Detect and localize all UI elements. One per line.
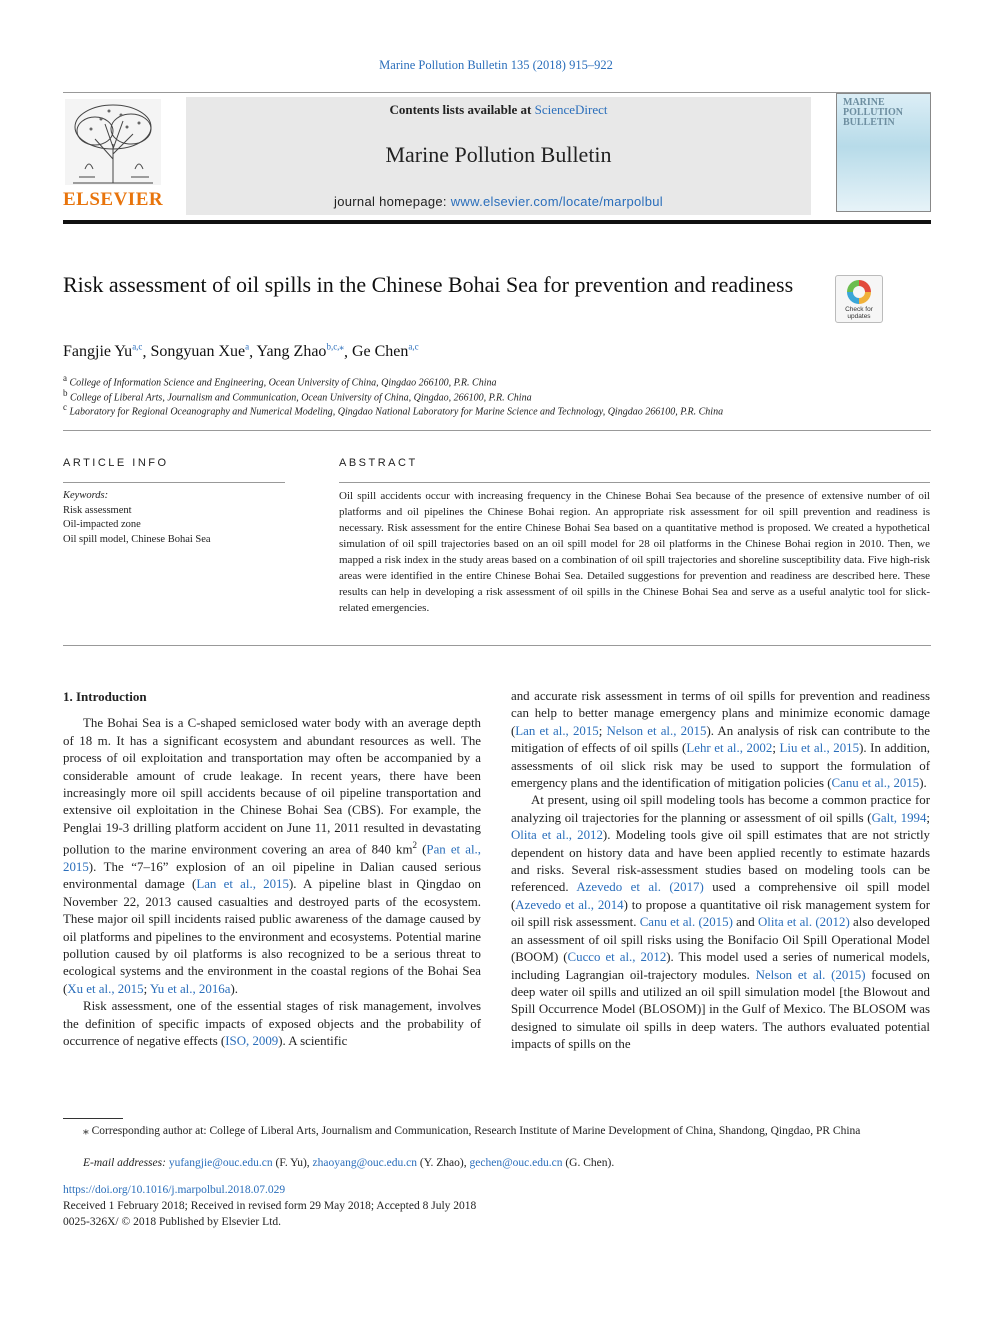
abstract-bottom-rule — [63, 645, 931, 646]
paragraph-text: ). A pipeline blast in Qingdao on November 22, 2013 caused casualties and destroyed parts of the ecosystem. These major oil spill incidents raised public awareness of the damage caused by oil platforms and pipelines to the environment and ecosystems. Potential marine pollution caused by oil platforms is also recognized to be a serious threat to ecological systems and the environment in the coastal regions of the Bohai Sea ( — [63, 877, 482, 996]
affiliation-b: $^b$ College of Liberal Arts, Journalism and Communication, Ocean University of China, Qingdao, 266100, P.R. China — [63, 388, 532, 404]
abstract-rule — [339, 482, 930, 483]
footnote-rule — [63, 1118, 123, 1119]
article-title: Risk assessment of oil spills in the Chinese Bohai Sea for prevention and readiness — [63, 272, 794, 297]
paragraph-text: used a comprehensive oil spill model ( — [511, 880, 930, 912]
paragraph-text: ). — [919, 776, 927, 791]
doi-link[interactable]: https://doi.org/10.1016/j.marpolbul.2018.07.029 — [63, 1184, 286, 1196]
contents-line — [186, 102, 811, 118]
received-dates: Received 1 February 2018; Received in revised form 29 May 2018; Accepted 8 July 2018 — [63, 1200, 477, 1212]
body-paragraph — [511, 792, 930, 1053]
body-paragraph — [511, 688, 930, 792]
elsevier-logo[interactable] — [63, 97, 163, 215]
abstract-text: Oil spill accidents occur with increasing frequency in the Chinese Bohai Sea because of the presence of extensive number of oil platforms and oil pipelines the Chinese Bohai region. An appropriate risk assessment for oil spill prevention and readiness is necessary. Risk assessment for the entire Chinese Bohai Sea based on a quantitative method is proposed. We created a hypothetical simulation of oil spill trajectories based on an oil spill model for 28 oil platforms in the Chinese Bohai region in 2010. Then, we mapped a risk index in the study areas based on a combination of oil spill trajectories and shoreline susceptibility data. Five high-risk areas were identified in the entire Chinese Bohai Sea. Detailed suggestions for prevention and readiness are described here. These results can help in developing a risk assessment of oil spills in the Chinese Bohai Sea and serve as a useful analytic tool for slick-related emergencies. — [339, 490, 930, 614]
paragraph-text: and accurate risk assessment in terms of oil spills for prevention and readiness can help to better manage emergency plans and minimize economic damage ( — [511, 689, 930, 738]
paragraph-text: ; — [926, 810, 931, 825]
paragraph-text: and — [732, 915, 758, 930]
badge-inner — [853, 286, 865, 298]
author[interactable]: Yang Zhao$^{b,c,⁎}$ — [256, 342, 344, 361]
keyword: Oil spill model, Chinese Bohai Sea — [63, 533, 211, 545]
left-column — [63, 688, 481, 1050]
front-matter-rule — [63, 430, 931, 431]
paragraph-text: focused on deep water oil spills and utilized an oil spill simulation model [the Blowout and Spill Occurrence Model (BLOSOM)] in the Gulf of Mexico. The BLOSOM was designed to simulate oil spills in deep waters. The authors evaluated potential impacts of spills on the — [511, 967, 930, 1052]
keywords-block — [63, 488, 285, 547]
citation-link[interactable]: Lan et al., 2015 — [515, 723, 599, 738]
email-link[interactable]: yufangjie@ouc.edu.cn — [168, 1157, 273, 1169]
affiliation-a: $^a$ College of Information Science and Engineering, Ocean University of China, Qingdao 266100, P.R. China — [63, 373, 497, 389]
superscript: 2 — [412, 840, 418, 851]
journal-citation[interactable]: Marine Pollution Bulletin 135 (2018) 915–922 — [379, 58, 613, 72]
citation-link[interactable]: Olita et al. (2012) — [758, 915, 850, 930]
check-for-updates-badge[interactable] — [835, 275, 883, 323]
citation-link[interactable]: Galt, 1994 — [871, 810, 927, 825]
homepage-link[interactable]: www.elsevier.com/locate/marpolbul — [450, 194, 663, 209]
affiliation-c: $^c$ Laboratory for Regional Oceanography and Numerical Modeling, Qingdao National Laboratory for Marine Science and Technology, Qingdao 266100, P.R. China — [63, 402, 724, 418]
paragraph-text: ). A scientific — [278, 1034, 348, 1049]
abstract-heading: ABSTRACT — [339, 457, 418, 469]
paragraph-text: ). The “7–16” explosion of an oil pipeline in Dalian caused serious environmental damage ( — [63, 859, 481, 892]
body-paragraph — [63, 998, 481, 1050]
keywords-label: Keywords: — [63, 490, 109, 501]
citation-link[interactable]: Yu et al., 2016a — [149, 981, 231, 996]
citation-link[interactable]: Nelson et al., 2015 — [606, 723, 707, 738]
paragraph-text: ) to propose a quantitative oil risk management system for oil spill risk assessment. — [511, 897, 930, 930]
citation-link[interactable]: Lan et al., 2015 — [196, 877, 289, 892]
article-info-rule — [63, 482, 285, 483]
elsevier-tree-icon — [65, 99, 161, 185]
copyright-line: 0025-326X/ © 2018 Published by Elsevier Ltd. — [63, 1216, 281, 1228]
paragraph-text: ). An analysis of risk can contribute to the mitigation of effects of oil spills ( — [511, 723, 931, 756]
journal-name[interactable]: Marine Pollution Bulletin — [385, 142, 612, 167]
email-addresses: E-mail addresses: yufangjie@ouc.edu.cn (F. Yu), zhaoyang@ouc.edu.cn (Y. Zhao), gechen@ouc.edu.cn (G. Chen). — [83, 1157, 615, 1169]
citation-link[interactable]: Xu et al., 2015 — [67, 981, 144, 996]
email-link[interactable]: gechen@ouc.edu.cn — [469, 1157, 563, 1169]
cover-title: MARINE POLLUTION BULLETIN — [843, 97, 904, 128]
citation-link[interactable]: Pan et al., 2015 — [63, 842, 481, 874]
citation-link[interactable]: Nelson et al. (2015) — [755, 967, 866, 982]
contents-prefix: Contents lists available at — [389, 102, 535, 117]
paragraph-text: ). — [230, 981, 238, 996]
header-top-rule — [63, 92, 931, 93]
citation-link[interactable]: Olita et al., 2012 — [511, 828, 603, 843]
paragraph-text: ( — [417, 842, 427, 857]
doi-line — [63, 1182, 931, 1198]
citation-link[interactable]: Azevedo et al., 2014 — [515, 897, 624, 912]
elsevier-wordmark: ELSEVIER — [63, 189, 164, 210]
author[interactable]: Songyuan Xue$^a$ — [150, 342, 250, 361]
author[interactable]: Ge Chen$^{a,c}$ — [351, 342, 419, 361]
paragraph-text: ; — [772, 741, 780, 756]
badge-text: Check for updates — [845, 306, 873, 320]
citation-link[interactable]: Liu et al., 2015 — [779, 741, 860, 756]
paragraph-text: also developed an assessment of oil spill risks using the Bonifacio Oil Spill Operational Model (BOOM) ( — [511, 915, 930, 965]
paragraph-text: ). In addition, assessments of oil slick risk may be used to support the formulation of emergency plans and the identification of mitigation policies ( — [511, 741, 930, 791]
paragraph-text: ). This model used a series of numerical models, including Lagrangian oil-trajectory modules. — [511, 950, 930, 982]
article-info-heading: ARTICLE INFO — [63, 457, 169, 469]
journal-cover-thumbnail[interactable] — [836, 93, 931, 212]
paragraph-text: ; — [143, 981, 150, 996]
right-column — [511, 688, 930, 1054]
citation-link[interactable]: Canu et al. (2015) — [639, 915, 733, 930]
paragraph-text: ; — [598, 723, 607, 738]
homepage-line — [186, 194, 811, 209]
journal-header-band — [186, 97, 811, 215]
email-link[interactable]: zhaoyang@ouc.edu.cn — [312, 1157, 417, 1169]
sciencedirect-link[interactable]: ScienceDirect — [534, 102, 608, 117]
section-heading-introduction: 1. Introduction — [63, 689, 147, 704]
author-list: Fangjie Yu$^{a,c}$, Songyuan Xue$^a$, Yang Zhao$^{b,c,⁎}$, Ge Chen$^{a,c}$ — [63, 342, 419, 361]
body-paragraph — [63, 715, 481, 998]
citation-link[interactable]: ISO, 2009 — [225, 1034, 279, 1049]
keyword: Oil-impacted zone — [63, 519, 141, 530]
citation-link[interactable]: Lehr et al., 2002 — [686, 741, 773, 756]
author[interactable]: Fangjie Yu$^{a,c}$ — [63, 342, 143, 361]
header-bottom-rule — [63, 220, 931, 224]
paragraph-text: At present, using oil spill modeling tools has become a common practice for analyzing oil trajectories for the planning or assessment of oil spills ( — [511, 793, 930, 825]
paragraph-text: The Bohai Sea is a C-shaped semiclosed water body with an average depth of 18 m. It has a significant ecosystem and abundant resources as well. The process of oil exploitation and transportation may often be accompanied by a considerable amount of crude leakage. In recent years, there have been increasingly more oil spill accidents because of oil pipeline transportation and extensive oil exploitation in the Chinese Bohai Sea (CBS). For example, the Penglai 19-3 drilling platform accident on June 11, 2011 resulted in devastating pollution to the marine environment covering an area of 840 km — [63, 716, 481, 857]
keyword: Risk assessment — [63, 504, 132, 516]
paragraph-text: ). Modeling tools give oil spill estimates that are not strictly dependent on history data and have been applied recently to estimate hazards and risks. Several risk-assessment studies based on modeling tools can be referenced. — [511, 828, 930, 895]
paragraph-text: Risk assessment, one of the essential stages of risk management, involves the definition of specific impacts of exposed objects and the probability of occurrence of negative effects ( — [63, 999, 481, 1049]
homepage-prefix: journal homepage: — [334, 194, 451, 209]
citation-link[interactable]: Azevedo et al. (2017) — [576, 880, 704, 895]
corresponding-author-note: ⁎ Corresponding author at: College of Liberal Arts, Journalism and Communication, Research Institute of Marine Development of China, Shandong, Qingdao, PR China — [83, 1125, 861, 1137]
citation-link[interactable]: Canu et al., 2015 — [831, 776, 920, 791]
citation-link[interactable]: Cucco et al., 2012 — [567, 950, 667, 965]
